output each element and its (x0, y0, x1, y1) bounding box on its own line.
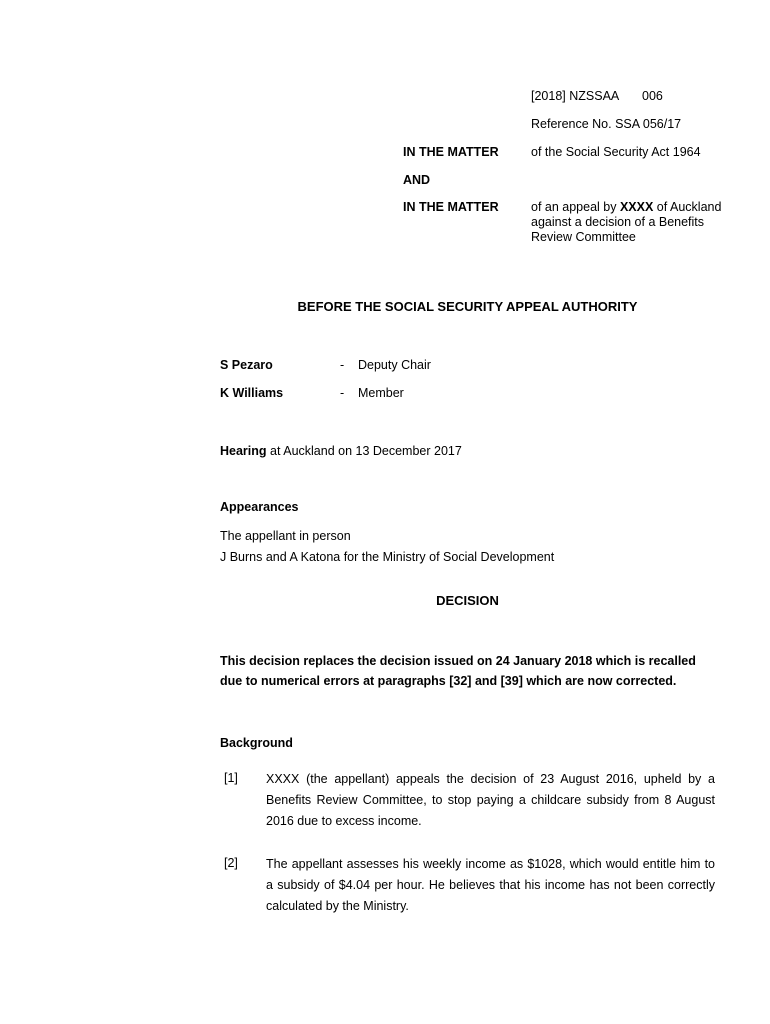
appearance-line-2: J Burns and A Katona for the Ministry of Social Development (220, 550, 555, 564)
member-role-1: Deputy Chair (358, 358, 431, 372)
matter-label-1: IN THE MATTER (403, 145, 499, 159)
hearing-label: Hearing (220, 444, 267, 458)
appearances-heading: Appearances (220, 500, 299, 514)
reference-number: Reference No. SSA 056/17 (531, 117, 682, 131)
authority-title: BEFORE THE SOCIAL SECURITY APPEAL AUTHORITY (297, 299, 638, 314)
citation: [2018] NZSSAA (531, 89, 620, 103)
hearing-text: at Auckland on 13 December 2017 (266, 444, 462, 458)
paragraph-number-1: [1] (224, 771, 238, 785)
appellant-name: XXXX (619, 200, 654, 214)
matter-label-2: IN THE MATTER (403, 200, 499, 214)
member-name-2: K Williams (220, 386, 284, 400)
recall-notice: This decision replaces the decision issued on 24 January 2018 which is recalled due to numerical errors at paragraphs [32] and [39] which are now corrected. (220, 654, 696, 688)
paragraph-text-1: XXXX (the appellant) appeals the decision of 23 August 2016, upheld by a Benefits Review Committee, to stop paying a childcare subsidy from 8 August 2016 due to excess income. (266, 772, 715, 828)
matter-value-1: of the Social Security Act 1964 (531, 145, 701, 159)
member-dash-1: - (340, 358, 345, 372)
matter-value-2 (531, 200, 731, 245)
and-label: AND (403, 173, 431, 187)
member-name-1: S Pezaro (220, 358, 273, 372)
paragraph-number-2: [2] (224, 856, 238, 870)
decision-title: DECISION (436, 593, 499, 608)
member-role-2: Member (358, 386, 404, 400)
matter-value-2-prefix: of an appeal by (531, 200, 620, 214)
paragraph-text-2: The appellant assesses his weekly income as $1028, which would entitle him to a subsidy of $4.04 per hour. He believes that his income has not been correctly calculated by the Ministry. (266, 857, 715, 913)
citation-number: 006 (642, 89, 663, 103)
background-heading: Background (220, 736, 293, 750)
member-dash-2: - (340, 386, 345, 400)
appearance-line-1: The appellant in person (220, 529, 351, 543)
hearing-line (220, 444, 462, 458)
matter-value-2-suffix: of Auckland against a decision of a Benefits Review Committee (531, 200, 722, 244)
